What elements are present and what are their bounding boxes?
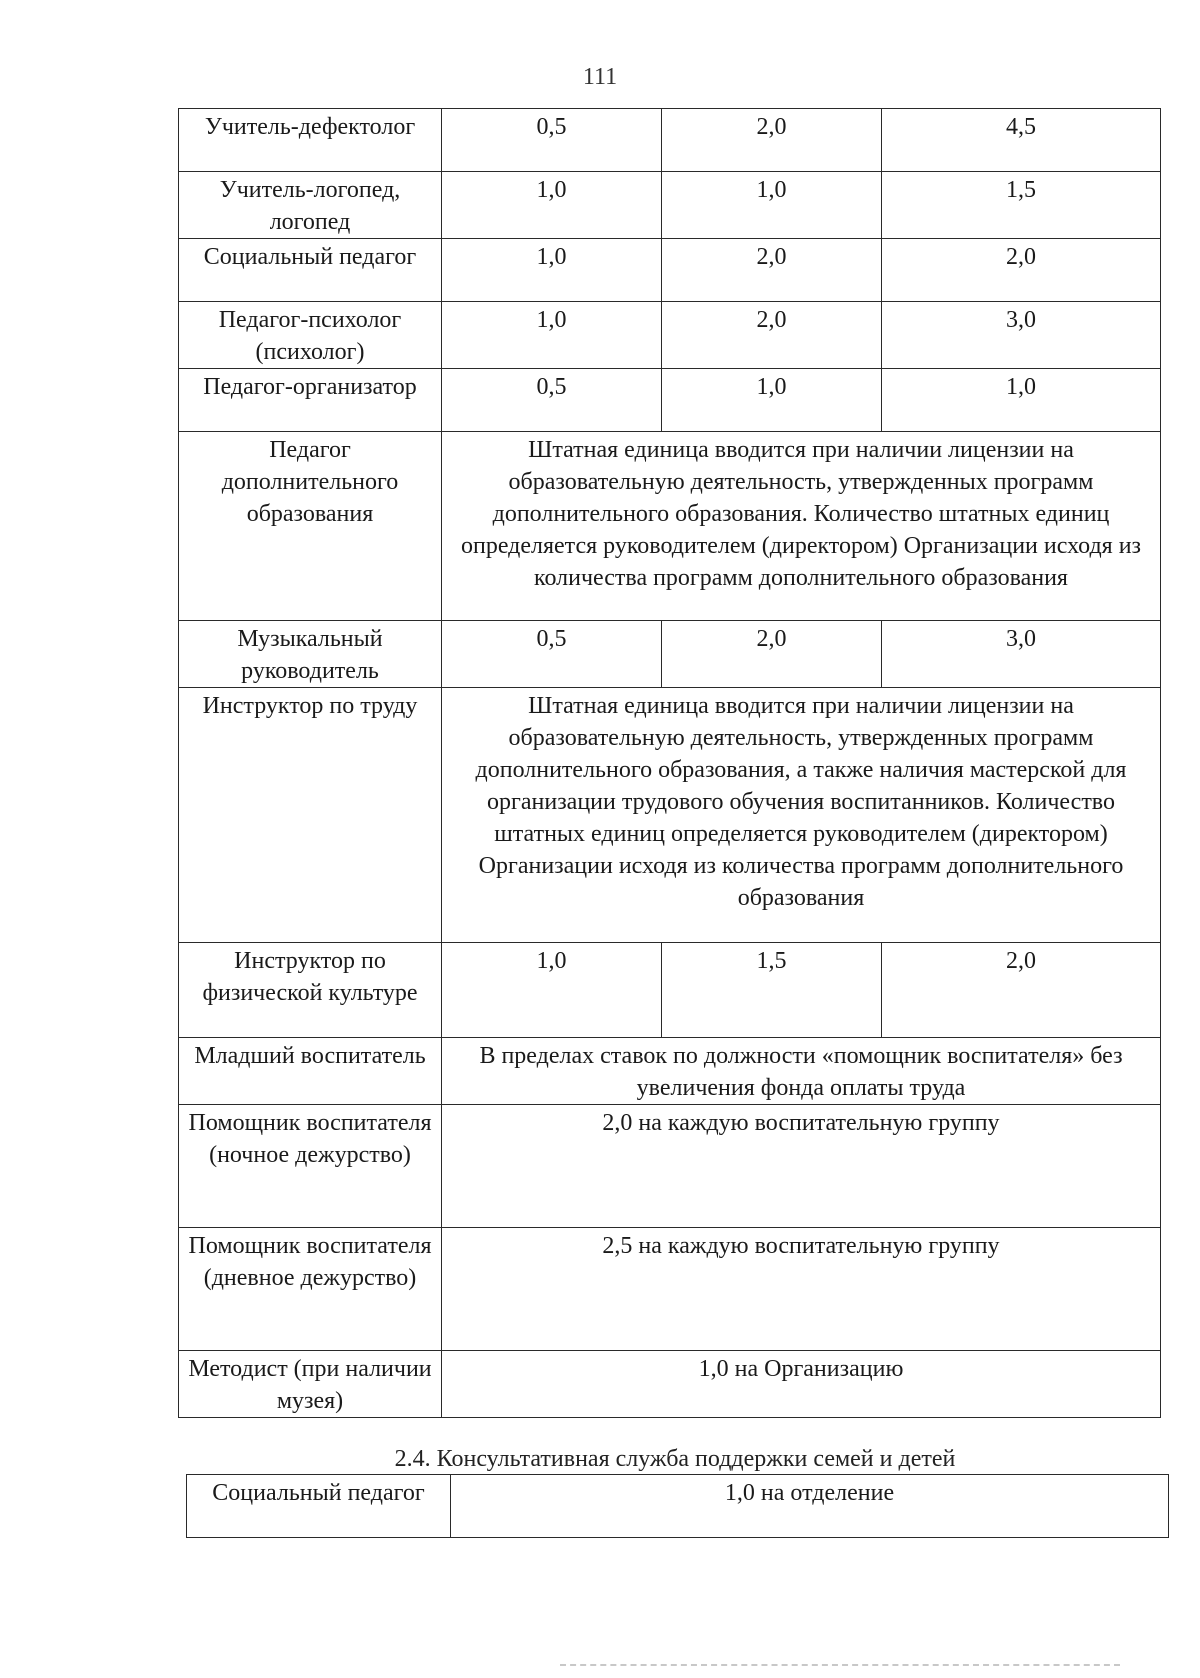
value-cell: 1,0 (442, 172, 662, 239)
value-cell: 0,5 (442, 109, 662, 172)
value-cell: 4,5 (882, 109, 1161, 172)
table-row (179, 172, 1161, 239)
position-cell: Помощник воспитателя (дневное дежурство) (179, 1228, 442, 1351)
position-cell: Учитель-дефектолог (179, 109, 442, 172)
position-cell: Музыкальный руководитель (179, 621, 442, 688)
note-cell: Штатная единица вводится при наличии лицензии на образовательную деятельность, утвержденных программ дополнительного образования. Количество штатных единиц определяется руководителем (директором) Организации исходя из количества программ дополнительного образования (442, 432, 1161, 621)
value-cell: 1,0 (442, 943, 662, 1038)
table-row (179, 1038, 1161, 1105)
value-cell: 1,5 (882, 172, 1161, 239)
value-cell: 1,0 (882, 369, 1161, 432)
position-cell: Педагог дополнительного образования (179, 432, 442, 621)
value-cell: 1,0 (442, 239, 662, 302)
page-number: 111 (582, 64, 618, 90)
value-cell: 2,0 (882, 239, 1161, 302)
value-cell: 1,0 (662, 369, 882, 432)
note-cell: Штатная единица вводится при наличии лицензии на образовательную деятельность, утвержденных программ дополнительного образования, а также наличия мастерской для организации трудового обучения воспитанников. Количество штатных единиц определяется руководителем (директором) Организации исходя из количества программ дополнительного образования (442, 688, 1161, 943)
table-row (179, 621, 1161, 688)
table-row (179, 1105, 1161, 1228)
value-cell: 2,0 (662, 302, 882, 369)
position-cell: Социальный педагог (179, 239, 442, 302)
position-cell: Социальный педагог (187, 1475, 451, 1538)
table-row (179, 239, 1161, 302)
value-cell: 2,0 (882, 943, 1161, 1038)
position-cell: Инструктор по физической культуре (179, 943, 442, 1038)
value-cell: 1,5 (662, 943, 882, 1038)
scan-artifact (560, 1664, 1120, 1670)
value-cell: 0,5 (442, 369, 662, 432)
position-cell: Педагог-организатор (179, 369, 442, 432)
value-cell: 3,0 (882, 621, 1161, 688)
note-cell: 2,5 на каждую воспитательную группу (442, 1228, 1161, 1351)
section-heading: 2.4. Консультативная служба поддержки семей и детей (394, 1446, 956, 1472)
table-row (179, 432, 1161, 621)
note-cell: 2,0 на каждую воспитательную группу (442, 1105, 1161, 1228)
position-cell: Инструктор по труду (179, 688, 442, 943)
value-cell: 3,0 (882, 302, 1161, 369)
table-row (179, 302, 1161, 369)
table-row (179, 1228, 1161, 1351)
note-cell: 1,0 на отделение (451, 1475, 1169, 1538)
table-row (187, 1475, 1169, 1538)
table-row (179, 943, 1161, 1038)
position-cell: Педагог-психолог (психолог) (179, 302, 442, 369)
value-cell: 2,0 (662, 239, 882, 302)
value-cell: 2,0 (662, 621, 882, 688)
staffing-table (178, 108, 1161, 1418)
table-row (179, 109, 1161, 172)
position-cell: Помощник воспитателя (ночное дежурство) (179, 1105, 442, 1228)
note-cell: 1,0 на Организацию (442, 1351, 1161, 1418)
note-cell: В пределах ставок по должности «помощник воспитателя» без увеличения фонда оплаты труда (442, 1038, 1161, 1105)
value-cell: 1,0 (662, 172, 882, 239)
value-cell: 0,5 (442, 621, 662, 688)
value-cell: 2,0 (662, 109, 882, 172)
table-row (179, 369, 1161, 432)
value-cell: 1,0 (442, 302, 662, 369)
position-cell: Методист (при наличии музея) (179, 1351, 442, 1418)
consultation-service-table (186, 1474, 1169, 1538)
position-cell: Младший воспитатель (179, 1038, 442, 1105)
position-cell: Учитель-логопед, логопед (179, 172, 442, 239)
table-row (179, 688, 1161, 943)
table-row (179, 1351, 1161, 1418)
